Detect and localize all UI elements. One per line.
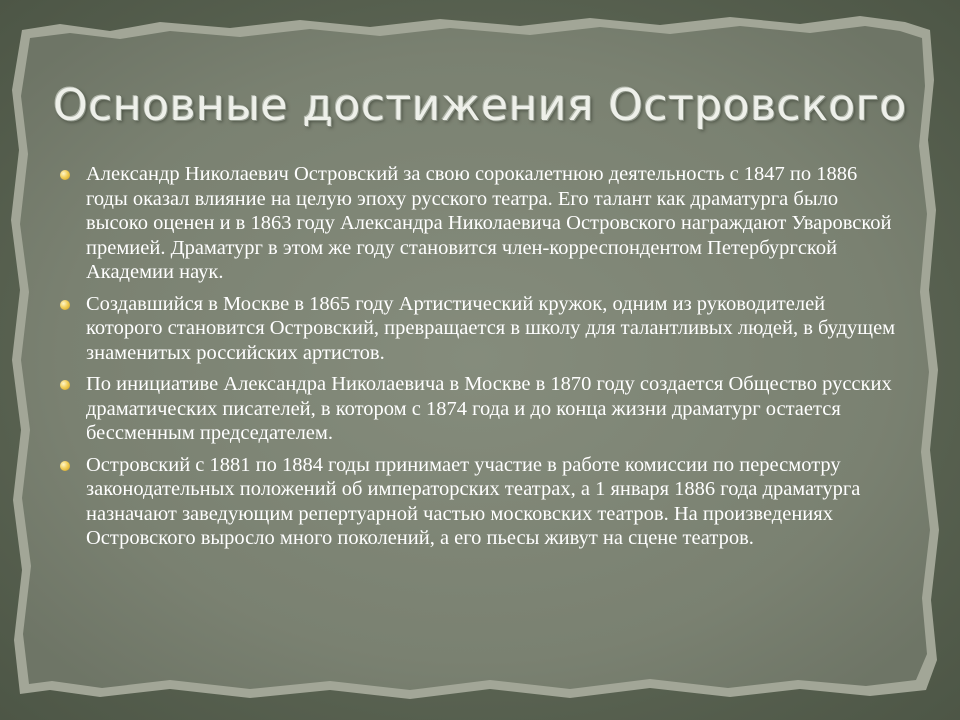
bullet-item	[58, 372, 903, 446]
bullet-item	[58, 162, 903, 285]
bullet-item	[58, 453, 903, 551]
bullet-text: По инициативе Александра Николаевича в Москве в 1870 году создается Общество русских драматических писателей, в котором с 1874 года и до конца жизни драматург остается бессменным председателем.	[86, 373, 892, 444]
slide-title: Основные достижения Островского	[53, 80, 907, 131]
bullet-dot-icon	[60, 461, 70, 471]
bullet-dot-icon	[60, 380, 70, 390]
bullet-text: Создавшийся в Москве в 1865 году Артистический кружок, одним из руководителей которого становится Островский, превращается в школу для талантливых людей, в будущем знаменитых российских артистов.	[86, 292, 896, 364]
bullet-text: Островский с 1881 по 1884 годы принимает участие в работе комиссии по пересмотру законодательных положений об императорских театрах, а 1 января 1886 года драматурга назначают заведующим репертуарной частью московских театров. На произведениях Островского выросло много поколений, а его пьесы живут на сцене театров.	[86, 453, 861, 549]
bullet-item	[58, 292, 903, 366]
bullet-dot-icon	[60, 170, 70, 180]
slide-content	[58, 162, 903, 558]
bullet-dot-icon	[60, 300, 70, 310]
bullet-list	[58, 162, 903, 551]
bullet-text: Александр Николаевич Островский за свою сорокалетнюю деятельность с 1847 по 1886 годы оказал влияние на целую эпоху русского театра. Его талант как драматурга было высоко оценен и в 1863 году Александра Николаевича Островского награждают Уваровской премией. Драматург в этом же году становится член-корреспондентом Петербургской Академии наук.	[86, 163, 892, 283]
